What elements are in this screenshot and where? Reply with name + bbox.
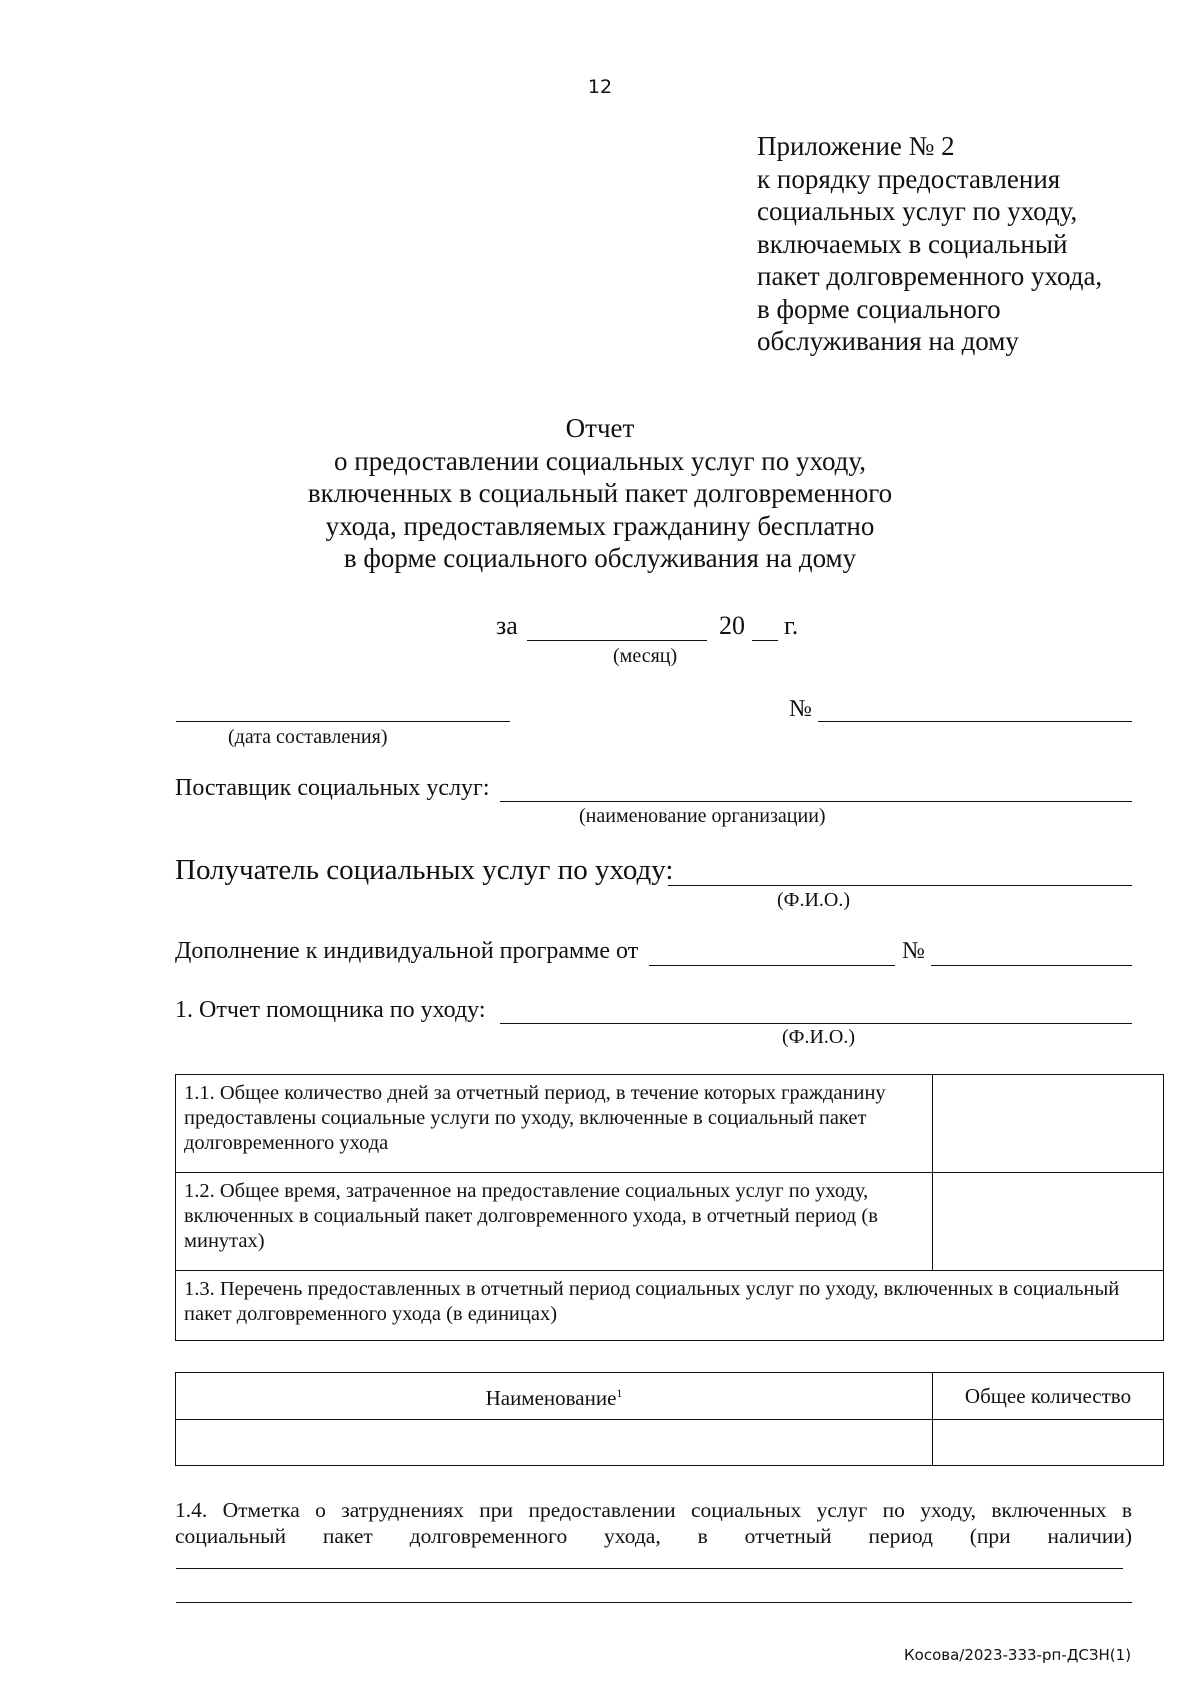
appendix-block: [757, 130, 1102, 358]
addendum-number-sign: №: [902, 938, 925, 964]
title-line: в форме социального обслуживания на дому: [343, 543, 857, 573]
appendix-line: к порядку предоставления: [757, 163, 1061, 194]
footer-code: Косова/2023-333-рп-ДСЗН(1): [904, 1646, 1132, 1664]
report-table: [175, 1074, 1164, 1341]
appendix-line: социальных услуг по уходу,: [757, 196, 1078, 226]
page-number: 12: [587, 76, 613, 98]
title-line: включенных в социальный пакет долговременного: [307, 478, 893, 508]
column-header-name: Наименование$^1$: [176, 1373, 933, 1420]
number-sign: №: [789, 696, 812, 722]
title-line: о предоставлении социальных услуг по уходу,: [334, 445, 866, 476]
service-total-cell[interactable]: [933, 1420, 1164, 1466]
period-suffix: г.: [784, 611, 799, 640]
report-value-cell[interactable]: [933, 1173, 1164, 1271]
provider-label: Поставщик социальных услуг:: [175, 775, 490, 801]
report-item-1-3: 1.3. Перечень предоставленных в отчетный период социальных услуг по уходу, включенных в социальный пакет долговременного ухода (в единицах): [176, 1271, 1164, 1341]
addendum-label: Дополнение к индивидуальной программе от: [175, 938, 639, 964]
date-hint: (дата составления): [228, 726, 388, 748]
year-field[interactable]: [752, 640, 778, 641]
provider-field[interactable]: [500, 801, 1132, 802]
report-item-1-1: 1.1. Общее количество дней за отчетный период, в течение которых гражданину предоставлены социальные услуги по уходу, включенные в социальный пакет долговременного ухода: [176, 1075, 933, 1173]
table-row: [176, 1075, 1164, 1173]
number-field[interactable]: [818, 721, 1132, 722]
document-title: [0, 412, 1200, 575]
recipient-label: Получатель социальных услуг по уходу:: [175, 854, 674, 886]
column-header-total: Общее количество: [933, 1373, 1164, 1420]
difficulties-field-2[interactable]: [176, 1602, 1132, 1603]
assistant-hint: (Ф.И.О.): [782, 1026, 856, 1048]
difficulties-field-1[interactable]: [176, 1568, 1123, 1569]
appendix-line: в форме социального: [757, 293, 1001, 324]
period-year-prefix: 20: [719, 611, 745, 640]
assistant-field[interactable]: [500, 1023, 1132, 1024]
appendix-line: включаемых в социальный: [757, 228, 1068, 259]
services-table: [175, 1372, 1164, 1466]
period-prefix: за: [496, 611, 518, 640]
difficulties-line-2: социальный пакет долговременного ухода, в отчетный период (при наличии): [175, 1524, 1132, 1548]
table-row: [176, 1271, 1164, 1341]
appendix-line: пакет долговременного ухода,: [757, 261, 1103, 291]
footnote-mark: 1: [616, 1386, 623, 1400]
difficulties-line-1: 1.4. Отметка о затруднениях при предоставлении социальных услуг по уходу, включенных в: [175, 1498, 1132, 1522]
report-value-cell[interactable]: [933, 1075, 1164, 1173]
table-row: [176, 1173, 1164, 1271]
provider-hint: (наименование организации): [579, 805, 826, 827]
assistant-label: 1. Отчет помощника по уходу:: [175, 997, 486, 1023]
title-line: ухода, предоставляемых гражданину бесплатно: [325, 510, 875, 541]
appendix-line: обслуживания на дому: [757, 326, 1019, 356]
table-row: [176, 1420, 1164, 1466]
title-line: Отчет: [565, 413, 635, 443]
appendix-line: Приложение № 2: [757, 131, 955, 161]
date-field[interactable]: [176, 721, 510, 722]
report-item-1-2: 1.2. Общее время, затраченное на предоставление социальных услуг по уходу, включенных в социальный пакет долговременного ухода, в отчетный период (в минутах): [176, 1173, 933, 1271]
month-hint: (месяц): [613, 645, 678, 667]
table-row: [176, 1373, 1164, 1420]
recipient-hint: (Ф.И.О.): [777, 889, 851, 911]
addendum-number-field[interactable]: [931, 965, 1132, 966]
addendum-date-field[interactable]: [649, 965, 895, 966]
recipient-field[interactable]: [668, 885, 1132, 886]
service-name-cell[interactable]: [176, 1420, 933, 1466]
month-field[interactable]: [527, 640, 707, 641]
